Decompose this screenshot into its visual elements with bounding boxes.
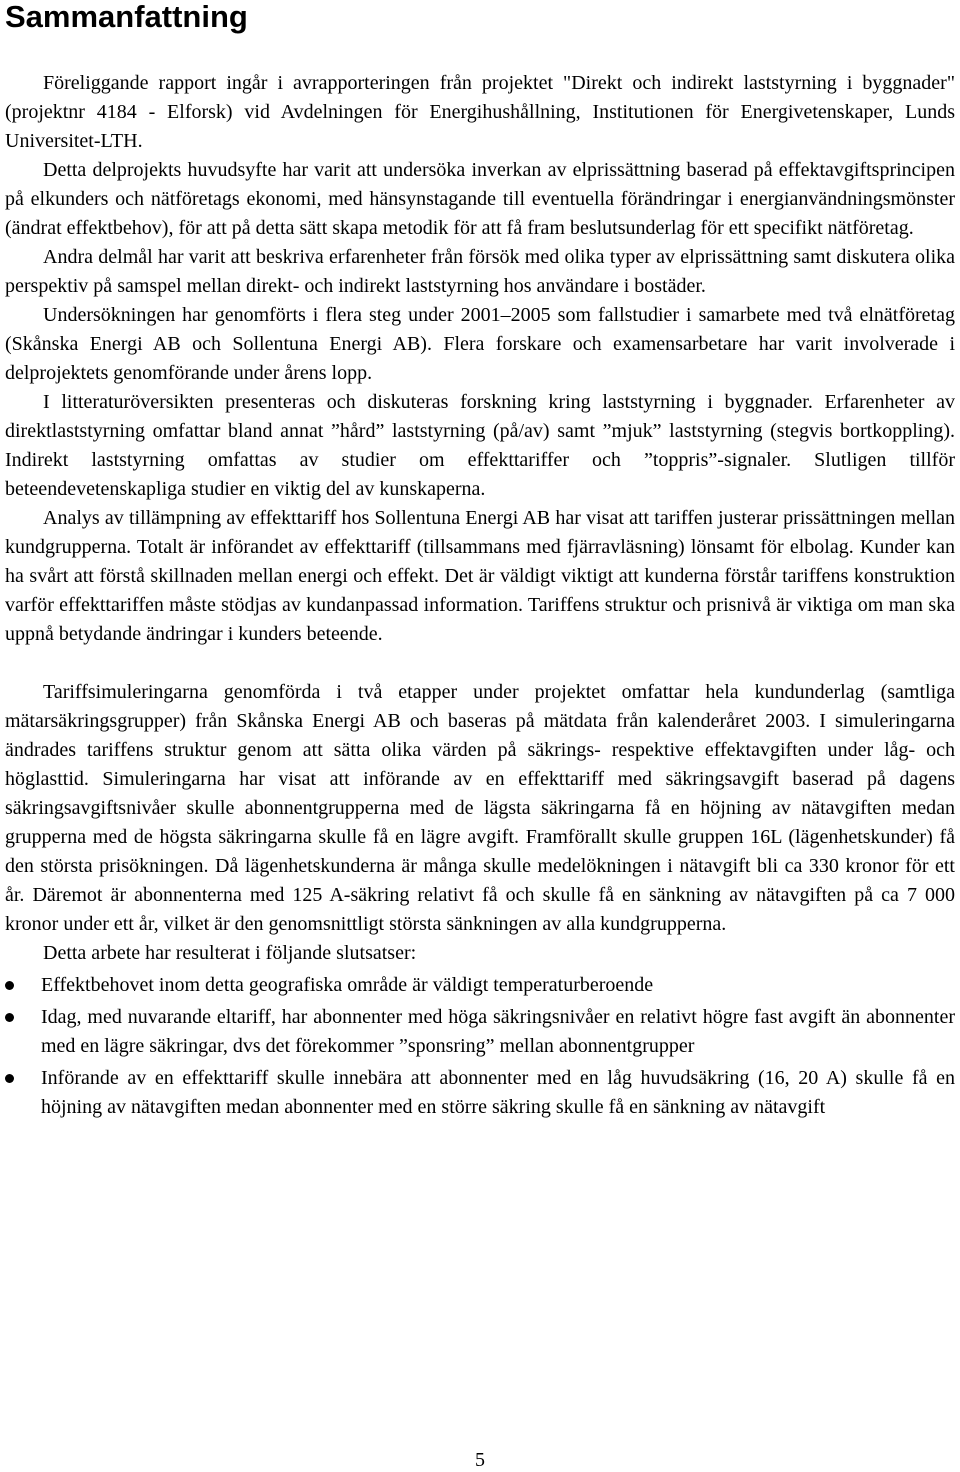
- bullet-icon: [5, 1013, 14, 1022]
- list-item-text: Effektbehovet inom detta geografiska område är väldigt temperaturberoende: [41, 974, 654, 996]
- section-title: Sammanfattning: [5, 0, 248, 34]
- list-item: [5, 971, 955, 1000]
- paragraph-purpose: Detta delprojekts huvudsyfte har varit att undersöka inverkan av elprissättning baserad på effektavgiftsprincipen på elkunders och nätföretags ekonomi, med hänsynstagande till eventuella förändringar i energianvändningsmönster (ändrat effektbehov), för att på detta sätt skapa metodik för att få fram beslutsunderlag för ett specifikt nätföretag.: [5, 159, 955, 239]
- bullet-icon: [5, 1074, 14, 1083]
- list-item: [5, 1003, 955, 1061]
- paragraph-literature: I litteraturöversikten presenteras och diskuteras forskning kring laststyrning i byggnader. Erfarenheter av direktlaststyrning omfattar bland annat ”hård” laststyrning (på/av) samt ”mjuk” laststyrning (stegvis bortkoppling). Indirekt laststyrning omfattas av studier om effekttariffer och ”toppris”-signaler. Slutligen tillför beteendevetenskapliga studier en viktig del av kunskaperna.: [5, 391, 955, 500]
- list-item: [5, 1064, 955, 1122]
- list-item-text: Idag, med nuvarande eltariff, har abonnenter med höga säkringsnivåer en relativt högre fast avgift än abonnenter med en lägre säkringar, dvs det förekommer ”sponsring” mellan abonnentgrupper: [41, 1006, 955, 1057]
- page-number: 5: [475, 1449, 485, 1471]
- paragraph-simulations: Tariffsimuleringarna genomförda i två etapper under projektet omfattar hela kundunderlag (samtliga mätarsäkringsgrupper) från Skånska Energi AB och baseras på mätdata från kalenderåret 2003. I simuleringarna ändrades tariffens struktur genom att sätta olika värden på säkrings- respektive effektavgiften under låg- och höglasttid. Simuleringarna har visat att införande av en effekttariff med säkringsavgift baserad på dagens säkringsavgiftsnivåer skulle abonnentgrupperna med de lägsta säkringarna få en höjning av nätavgiften medan grupperna med de högsta säkringarna skulle få en lägre avgift. Framförallt skulle gruppen 16L (lägenhetskunder) få den största prisökningen. Då lägenhetskunderna är många skulle medelökningen i nätavgift bli ca 330 kronor för ett år. Däremot är abonnenterna med 125 A-säkring relativt få och skulle få en sänkning av nätavgiften på ca 7 000 kronor under ett år, vilket är den genomsnittligt största sänkningen av alla kundgrupperna.: [5, 681, 955, 935]
- conclusions-list: [5, 971, 955, 1122]
- paragraph-intro: Föreliggande rapport ingår i avrapporteringen från projektet "Direkt och indirekt laststyrning i byggnader" (projektnr 4184 - Elforsk) vid Avdelningen för Energihushållning, Institutionen för Energivetenskaper, Lunds Universitet-LTH.: [5, 72, 955, 152]
- list-item-text: Införande av en effekttariff skulle innebära att abonnenter med en låg huvudsäkring (16, 20 A) skulle få en höjning av nätavgiften medan abonnenter med en större säkring skulle få en sänkning av nätavgift: [41, 1067, 955, 1118]
- paragraph-subgoals: Andra delmål har varit att beskriva erfarenheter från försök med olika typer av elprissättning samt diskutera olika perspektiv på samspel mellan direkt- och indirekt laststyrning hos användare i bostäder.: [5, 246, 955, 297]
- bullet-icon: [5, 981, 14, 990]
- paragraph-analysis: Analys av tillämpning av effekttariff hos Sollentuna Energi AB har visat att tariffen justerar prissättningen mellan kundgrupperna. Totalt är införandet av effekttariff (tillsammans med fjärravläsning) lönsamt för elbolag. Kunder kan ha svårt att förstå skillnaden mellan energi och effekt. Det är väldigt viktigt att kunderna förstår tariffens konstruktion varför effekttariffen måste stödjas av kundanpassad information. Tariffens struktur och prisnivå är viktiga om man ska uppnå betydande ändringar i kunders beteende.: [5, 507, 955, 645]
- paragraph-method: Undersökningen har genomförts i flera steg under 2001–2005 som fallstudier i samarbete med två elnätföretag (Skånska Energi AB och Sollentuna Energi AB). Flera forskare och examensarbetare har varit involverade i delprojektets genomförande under årens lopp.: [5, 304, 955, 384]
- paragraph-conclusions-intro: Detta arbete har resulterat i följande slutsatser:: [43, 942, 417, 964]
- document-page: [5, 0, 955, 1122]
